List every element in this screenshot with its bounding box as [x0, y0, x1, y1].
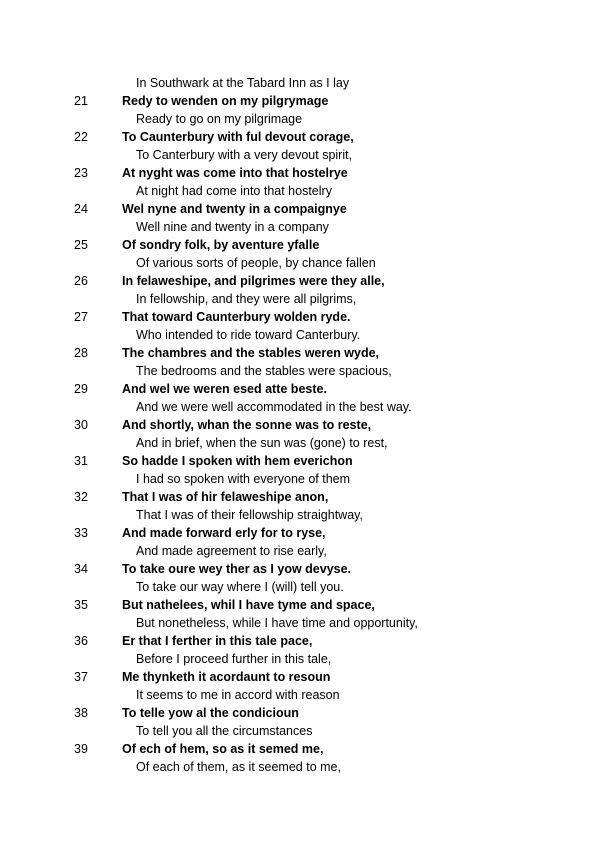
original-line — [0, 416, 600, 434]
middle-english-text: At nyght was come into that hostelrye — [122, 166, 348, 180]
poem-text — [0, 74, 600, 776]
translation-line — [0, 650, 600, 668]
middle-english-text: That toward Caunterbury wolden ryde. — [122, 310, 351, 324]
original-line — [0, 128, 600, 146]
line-number: 22 — [74, 130, 88, 144]
line-number: 25 — [74, 238, 88, 252]
modern-translation: And we were well accommodated in the best way. — [136, 400, 412, 414]
line-number: 28 — [74, 346, 88, 360]
modern-translation: Of each of them, as it seemed to me, — [136, 760, 341, 774]
translation-line — [0, 686, 600, 704]
original-line — [0, 632, 600, 650]
line-number: 33 — [74, 526, 88, 540]
original-line — [0, 236, 600, 254]
translation-line — [0, 470, 600, 488]
original-line — [0, 704, 600, 722]
line-number: 24 — [74, 202, 88, 216]
line-number: 38 — [74, 706, 88, 720]
original-line — [0, 488, 600, 506]
modern-translation: That I was of their fellowship straightway, — [136, 508, 363, 522]
middle-english-text: Of sondry folk, by aventure yfalle — [122, 238, 320, 252]
original-line — [0, 200, 600, 218]
middle-english-text: Er that I ferther in this tale pace, — [122, 634, 313, 648]
translation-line — [0, 506, 600, 524]
line-number: 29 — [74, 382, 88, 396]
line-number: 31 — [74, 454, 88, 468]
translation-line — [0, 218, 600, 236]
verse-pair — [0, 740, 600, 776]
line-number: 21 — [74, 94, 88, 108]
modern-translation: Ready to go on my pilgrimage — [136, 112, 303, 126]
verse-pair — [0, 92, 600, 128]
verse-pair — [0, 668, 600, 704]
modern-translation: In Southwark at the Tabard Inn as I lay — [136, 76, 350, 90]
modern-translation: Who intended to ride toward Canterbury. — [136, 328, 361, 342]
line-number: 34 — [74, 562, 88, 576]
translation-line — [0, 326, 600, 344]
line-number: 23 — [74, 166, 88, 180]
translation-line — [0, 758, 600, 776]
verse-pair — [0, 632, 600, 668]
original-line — [0, 164, 600, 182]
verse-pair — [0, 272, 600, 308]
original-line — [0, 560, 600, 578]
middle-english-text: Redy to wenden on my pilgrymage — [122, 94, 329, 108]
original-line — [0, 524, 600, 542]
line-number: 35 — [74, 598, 88, 612]
middle-english-text: But nathelees, whil I have tyme and space, — [122, 598, 375, 612]
modern-translation: At night had come into that hostelry — [136, 184, 332, 198]
line-number: 30 — [74, 418, 88, 432]
line-number: 37 — [74, 670, 88, 684]
middle-english-text: And made forward erly for to ryse, — [122, 526, 326, 540]
original-line — [0, 452, 600, 470]
modern-translation: And made agreement to rise early, — [136, 544, 327, 558]
verse-pair — [0, 236, 600, 272]
modern-translation: The bedrooms and the stables were spacious, — [136, 364, 392, 378]
translation-line — [0, 146, 600, 164]
verse-lines — [0, 92, 600, 776]
original-line — [0, 596, 600, 614]
line-number: 36 — [74, 634, 88, 648]
verse-pair — [0, 524, 600, 560]
translation-line — [0, 722, 600, 740]
middle-english-text: That I was of hir felaweshipe anon, — [122, 490, 329, 504]
translation-line — [0, 542, 600, 560]
line-number: 26 — [74, 274, 88, 288]
middle-english-text: To take oure wey ther as I yow devyse. — [122, 562, 352, 576]
middle-english-text: To telle yow al the condicioun — [122, 706, 299, 720]
middle-english-text: So hadde I spoken with hem everichon — [122, 454, 353, 468]
middle-english-text: To Caunterbury with ful devout corage, — [122, 130, 354, 144]
verse-pair — [0, 452, 600, 488]
verse-pair — [0, 596, 600, 632]
line-number: 27 — [74, 310, 88, 324]
verse-pair — [0, 164, 600, 200]
translation-line — [0, 110, 600, 128]
translation-line — [0, 614, 600, 632]
verse-pair — [0, 344, 600, 380]
original-line — [0, 668, 600, 686]
verse-pair — [0, 704, 600, 740]
original-line — [0, 272, 600, 290]
line-number: 32 — [74, 490, 88, 504]
translation-line — [0, 362, 600, 380]
middle-english-text: The chambres and the stables weren wyde, — [122, 346, 380, 360]
middle-english-text: In felaweshipe, and pilgrimes were they alle, — [122, 274, 385, 288]
middle-english-text: Wel nyne and twenty in a compaignye — [122, 202, 347, 216]
modern-translation: I had so spoken with everyone of them — [136, 472, 351, 486]
translation-line — [0, 182, 600, 200]
middle-english-text: And wel we weren esed atte beste. — [122, 382, 327, 396]
verse-pair — [0, 380, 600, 416]
verse-pair — [0, 308, 600, 344]
verse-pair — [0, 128, 600, 164]
verse-pair — [0, 416, 600, 452]
original-line — [0, 308, 600, 326]
modern-translation: To take our way where I (will) tell you. — [136, 580, 344, 594]
original-line — [0, 92, 600, 110]
modern-translation: In fellowship, and they were all pilgrims, — [136, 292, 357, 306]
verse-pair — [0, 200, 600, 236]
translation-line — [0, 434, 600, 452]
modern-translation: Well nine and twenty in a company — [136, 220, 329, 234]
translation-line — [0, 398, 600, 416]
middle-english-text: And shortly, whan the sonne was to reste, — [122, 418, 372, 432]
verse-pair — [0, 560, 600, 596]
modern-translation: To Canterbury with a very devout spirit, — [136, 148, 353, 162]
translation-line — [0, 254, 600, 272]
middle-english-text: Of ech of hem, so as it semed me, — [122, 742, 324, 756]
translation-line — [0, 290, 600, 308]
verse-pair — [0, 488, 600, 524]
modern-translation: And in brief, when the sun was (gone) to rest, — [136, 436, 388, 450]
opening-translation-line — [0, 74, 600, 92]
original-line — [0, 344, 600, 362]
original-line — [0, 740, 600, 758]
line-number: 39 — [74, 742, 88, 756]
modern-translation: To tell you all the circumstances — [136, 724, 313, 738]
middle-english-text: Me thynketh it acordaunt to resoun — [122, 670, 331, 684]
translation-line — [0, 578, 600, 596]
modern-translation: Of various sorts of people, by chance fallen — [136, 256, 376, 270]
modern-translation: It seems to me in accord with reason — [136, 688, 340, 702]
modern-translation: Before I proceed further in this tale, — [136, 652, 332, 666]
modern-translation: But nonetheless, while I have time and opportunity, — [136, 616, 418, 630]
original-line — [0, 380, 600, 398]
